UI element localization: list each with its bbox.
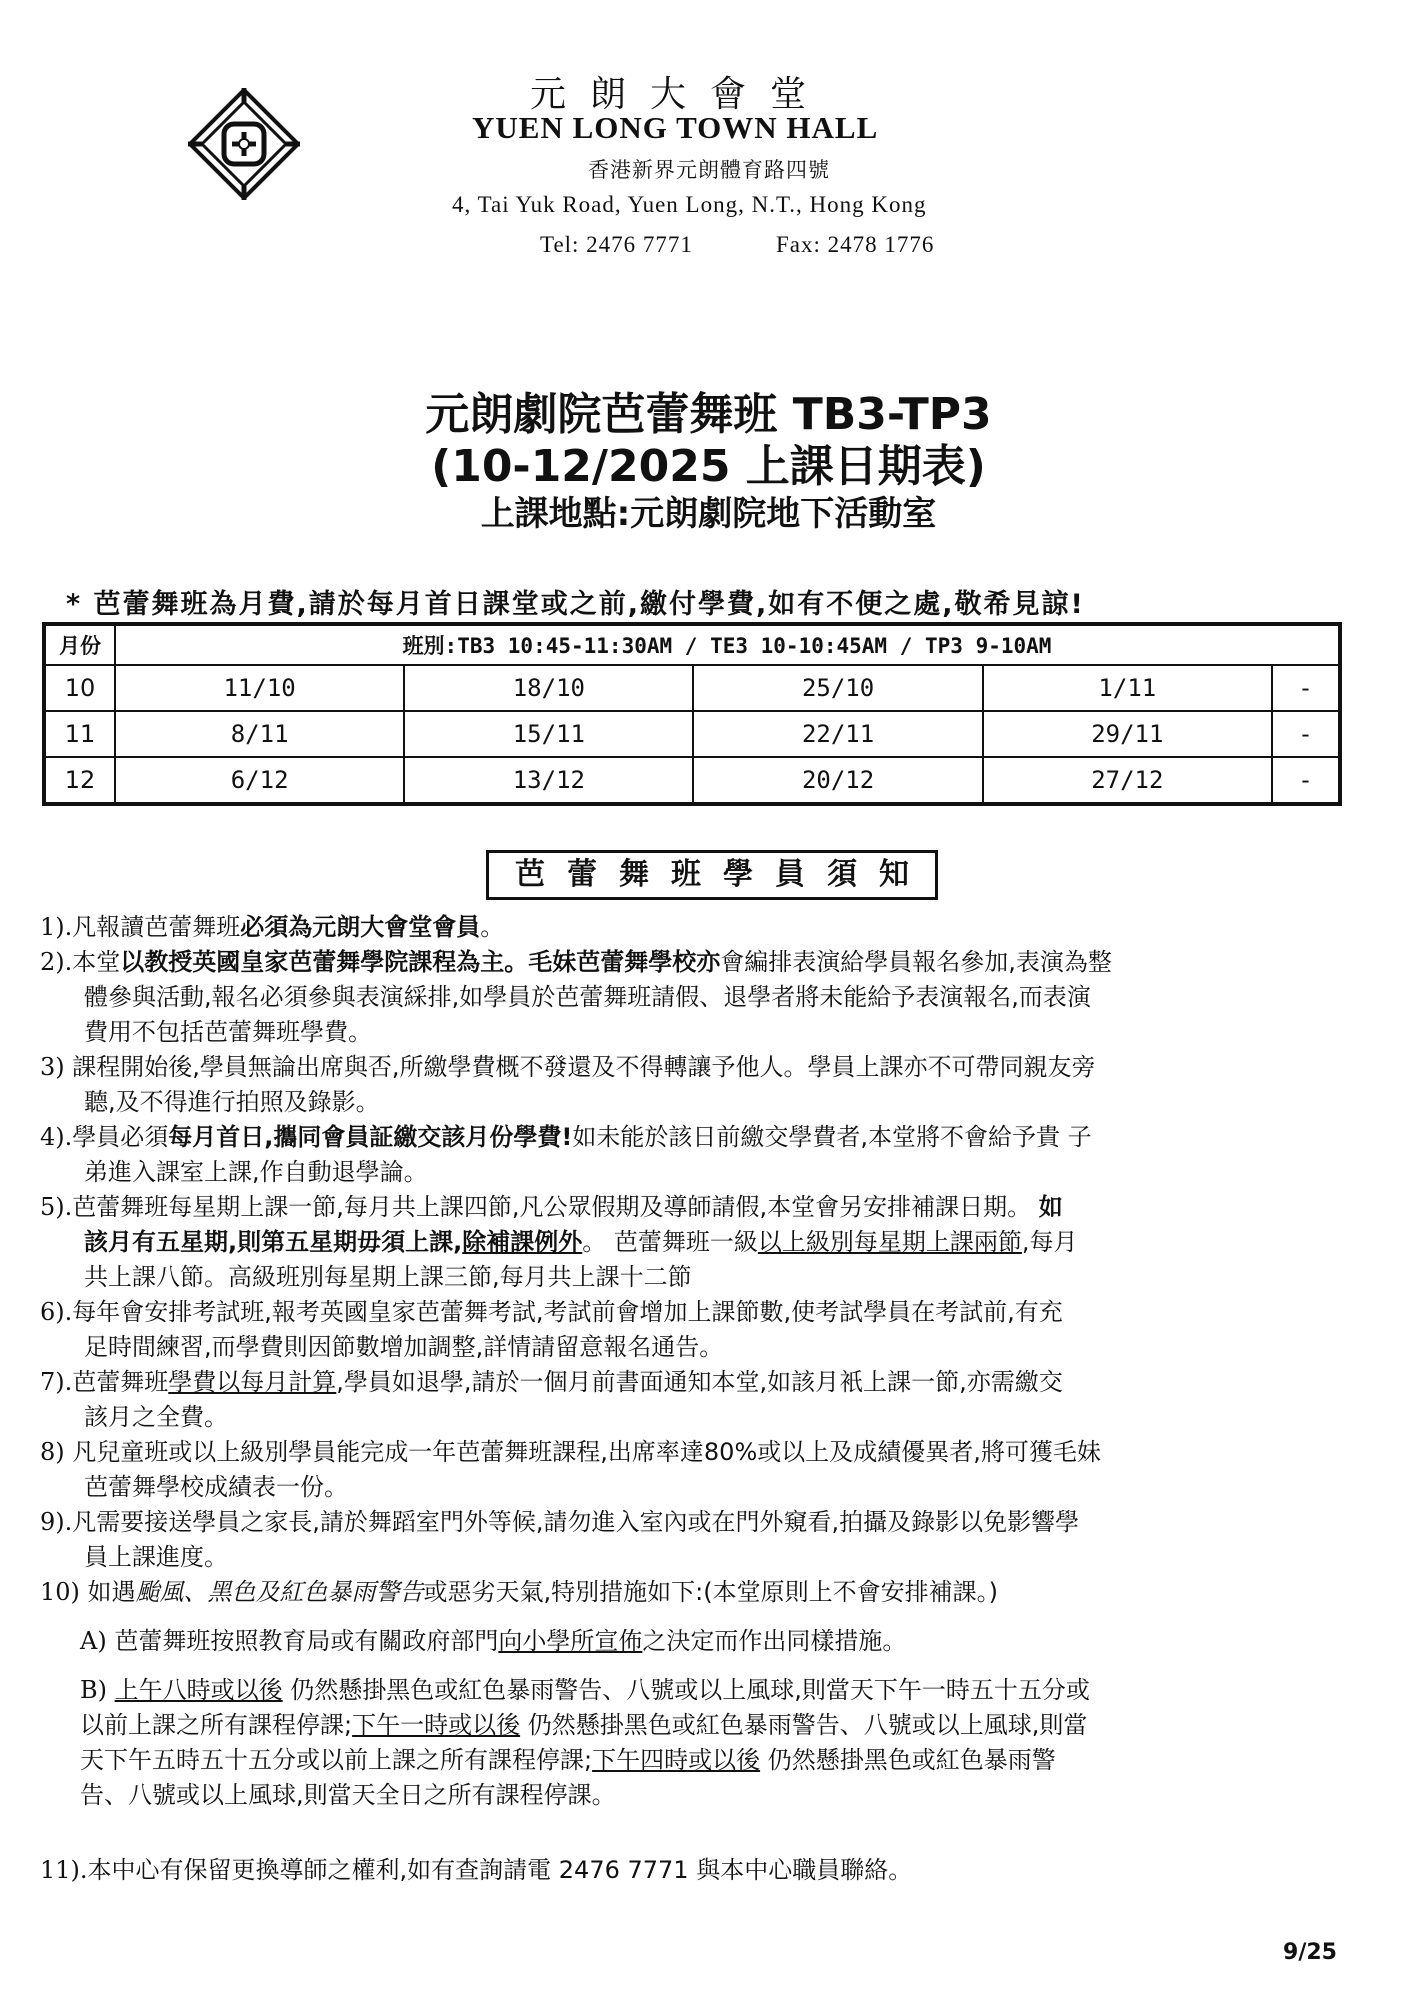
rule-text: 仍然懸掛黑色或紅色暴雨警告、八號或以上風球,則當: [520, 1711, 1088, 1739]
rule-text: 弟進入課室上課,作自動退學論。: [84, 1158, 428, 1186]
rule-text: 以前上課之所有課程停課;: [80, 1711, 353, 1739]
date-cell: 27/12: [983, 757, 1272, 804]
date-cell: 8/11: [115, 711, 404, 757]
rule-text-underlined: 上午八時或以後: [114, 1676, 283, 1704]
document-title: 元朗劇院芭蕾舞班 TB3-TP3: [425, 389, 992, 440]
town-hall-logo-icon: [188, 88, 300, 200]
rule-text: 本中心有保留更換導師之權利,如有查詢請電 2476 7771 與本中心職員聯絡。: [87, 1856, 913, 1884]
date-cell: 20/12: [693, 757, 982, 804]
fee-notice: * 芭蕾舞班為月費,請於每月首日課堂或之前,繳付學費,如有不便之處,敬希見諒!: [66, 589, 1085, 620]
rule-text-underlined: 以上級別每星期上課兩節: [757, 1228, 1022, 1256]
date-cell: 1/11: [983, 665, 1272, 711]
rule-text: 本堂: [72, 948, 121, 976]
rule-text: 如遇: [87, 1578, 136, 1606]
rule-text-underlined: 下午一時或以後: [352, 1711, 521, 1739]
schedule-table: [42, 622, 1342, 806]
rule-text: 員上課進度。: [84, 1543, 228, 1571]
date-cell: 18/10: [404, 665, 693, 711]
address-en: 4, Tai Yuk Road, Yuen Long, N.T., Hong Kong: [452, 192, 927, 217]
rule-text-bold: 該月有五星期,則第五星期毋須上課,: [84, 1228, 463, 1256]
rule-6: [40, 1295, 1380, 1365]
rule-text-bold: 必須為元朗大會堂會員: [240, 913, 481, 941]
rule-9: [40, 1505, 1380, 1575]
rule-text: 芭蕾舞班: [72, 1368, 169, 1396]
table-row: [44, 665, 1340, 711]
date-cell: -: [1272, 711, 1340, 757]
rule-sub-label: A): [80, 1627, 107, 1655]
rule-10-b-line-2: [80, 1708, 1380, 1743]
fax: Fax: 2478 1776: [776, 232, 935, 257]
rule-text: 仍然懸掛黑色或紅色暴雨警: [760, 1746, 1056, 1774]
rule-7: [40, 1365, 1380, 1435]
date-cell: 15/11: [404, 711, 693, 757]
rule-5-line-2: [40, 1225, 1380, 1260]
month-cell: 11: [44, 711, 115, 757]
rule-text-bold-underlined: 除補課例外: [462, 1228, 583, 1256]
rule-number: 8): [40, 1438, 65, 1466]
rule-sub-label: B): [80, 1676, 107, 1704]
month-cell: 10: [44, 665, 115, 711]
rule-text: 共上課八節。高級班別每星期上課三節,每月共上課十二節: [84, 1263, 692, 1291]
rule-text: ,每月: [1021, 1228, 1078, 1256]
rule-text: 會編排表演給學員報名參加,表演為整: [720, 948, 1112, 976]
rule-5: [40, 1190, 1380, 1295]
address-zh: 香港新界元朗體育路四號: [588, 158, 830, 182]
rule-number: 4).: [40, 1123, 73, 1151]
rule-10-b: [40, 1673, 1380, 1813]
rule-number: 9).: [40, 1508, 73, 1536]
rule-text: 凡兒童班或以上級別學員能完成一年芭蕾舞班課程,出席率達80%或以上及成績優異者,將可獲毛妹: [72, 1438, 1101, 1466]
page-number: 9/25: [1283, 1940, 1337, 1965]
rules-list: [40, 910, 1380, 1888]
rule-text: 凡報讀芭蕾舞班: [72, 913, 241, 941]
rule-text-underlined: 向小學所宣佈: [498, 1627, 643, 1655]
rule-text: 費用不包括芭蕾舞班學費。: [84, 1018, 372, 1046]
rule-10-b-line-3: [80, 1743, 1380, 1778]
rule-text: 。: [480, 913, 505, 941]
rule-text: 如未能於該日前繳交學費者,本堂將不會給予貴 子: [572, 1123, 1092, 1151]
rule-number: 11).: [40, 1856, 88, 1884]
rule-text: 足時間練習,而學費則因節數增加調整,詳情請留意報名通告。: [84, 1333, 724, 1361]
rule-number: 2).: [40, 948, 73, 976]
date-cell: 13/12: [404, 757, 693, 804]
rule-text: 或惡劣天氣,特別措施如下:(本堂原則上不會安排補課。): [423, 1578, 998, 1606]
rule-text: 天下午五時五十五分或以前上課之所有課程停課;: [80, 1746, 593, 1774]
rule-3: [40, 1050, 1380, 1120]
rule-text: 凡需要接送學員之家長,請於舞蹈室門外等候,請勿進入室內或在門外窺看,拍攝及錄影以免影響學: [72, 1508, 1080, 1536]
rule-text: 體參與活動,報名必須參與表演綵排,如學員於芭蕾舞班請假、退學者將未能給予表演報名,而表演: [84, 983, 1091, 1011]
rule-10: [40, 1575, 1380, 1610]
rule-4: [40, 1120, 1380, 1190]
date-cell: 29/11: [983, 711, 1272, 757]
rule-text: 仍然懸掛黑色或紅色暴雨警告、八號或以上風球,則當天下午一時五十五分或: [282, 1676, 1090, 1704]
rule-number: 5).: [40, 1193, 73, 1221]
rule-text: 每年會安排考試班,報考英國皇家芭蕾舞考試,考試前會增加上課節數,使考試學員在考試前,有充: [72, 1298, 1063, 1326]
rule-number: 6).: [40, 1298, 73, 1326]
rule-text: ,學員如退學,請於一個月前書面通知本堂,如該月衹上課一節,亦需繳交: [336, 1368, 1063, 1396]
rule-text-italic: 颱風、黑色及紅色暴雨警告: [135, 1578, 424, 1606]
class-header: 班別:TB3 10:45-11:30AM / TE3 10-10:45AM / TP3 9-10AM: [115, 624, 1340, 665]
date-cell: 11/10: [115, 665, 404, 711]
month-cell: 12: [44, 757, 115, 804]
rule-text: 聽,及不得進行拍照及錄影。: [84, 1088, 380, 1116]
document-subtitle: (10-12/2025 上課日期表): [431, 441, 986, 492]
rule-number: 3): [40, 1053, 65, 1081]
rules-title: 芭蕾舞班學員須知: [515, 857, 931, 892]
rule-text: 芭蕾舞班每星期上課一節,每月共上課四節,凡公眾假期及導師請假,本堂會另安排補課日期。: [72, 1193, 1032, 1221]
date-cell: 22/11: [693, 711, 982, 757]
rule-text-bold: 每月首日,攜同會員証繳交該月份學費!: [168, 1123, 573, 1151]
class-location: 上課地點:元朗劇院地下活動室: [480, 494, 937, 534]
rule-text: 芭蕾舞班按照教育局或有關政府部門: [114, 1627, 499, 1655]
telephone: Tel: 2476 7771: [540, 232, 693, 257]
date-cell: 6/12: [115, 757, 404, 804]
rule-2: [40, 945, 1380, 1050]
table-header-row: [44, 624, 1340, 665]
rule-number: 10): [40, 1578, 80, 1606]
rule-text: 課程開始後,學員無論出席與否,所繳學費概不發還及不得轉讓予他人。學員上課亦不可帶同親友旁: [72, 1053, 1096, 1081]
rule-text-bold: 如: [1038, 1193, 1063, 1221]
rule-text: 。 芭蕾舞班一級: [582, 1228, 758, 1256]
date-cell: -: [1272, 665, 1340, 711]
table-row: [44, 711, 1340, 757]
rule-1: [40, 910, 1380, 945]
rule-text: 告、八號或以上風球,則當天全日之所有課程停課。: [80, 1781, 616, 1809]
rules-title-box: [486, 850, 938, 900]
town-hall-name-zh: 元朗大會堂: [530, 74, 831, 115]
rule-number: 7).: [40, 1368, 73, 1396]
town-hall-name-en: YUEN LONG TOWN HALL: [472, 110, 879, 145]
rule-11: [40, 1853, 1380, 1888]
rule-number: 1).: [40, 913, 73, 941]
rule-text: 學員必須: [72, 1123, 169, 1151]
rule-text: 芭蕾舞學校成績表一份。: [84, 1473, 348, 1501]
table-row: [44, 757, 1340, 804]
rule-text: 之決定而作出同樣措施。: [642, 1627, 907, 1655]
rule-8: [40, 1435, 1380, 1505]
rule-text-underlined: 學費以每月計算: [168, 1368, 337, 1396]
rule-text: 該月之全費。: [84, 1403, 228, 1431]
date-cell: 25/10: [693, 665, 982, 711]
date-cell: -: [1272, 757, 1340, 804]
month-header: 月份: [44, 624, 115, 665]
rule-text-bold: 以教授英國皇家芭蕾舞學院課程為主。毛妹芭蕾舞學校亦: [120, 948, 721, 976]
rule-text-underlined: 下午四時或以後: [592, 1746, 761, 1774]
rule-10-a: [40, 1624, 1380, 1659]
